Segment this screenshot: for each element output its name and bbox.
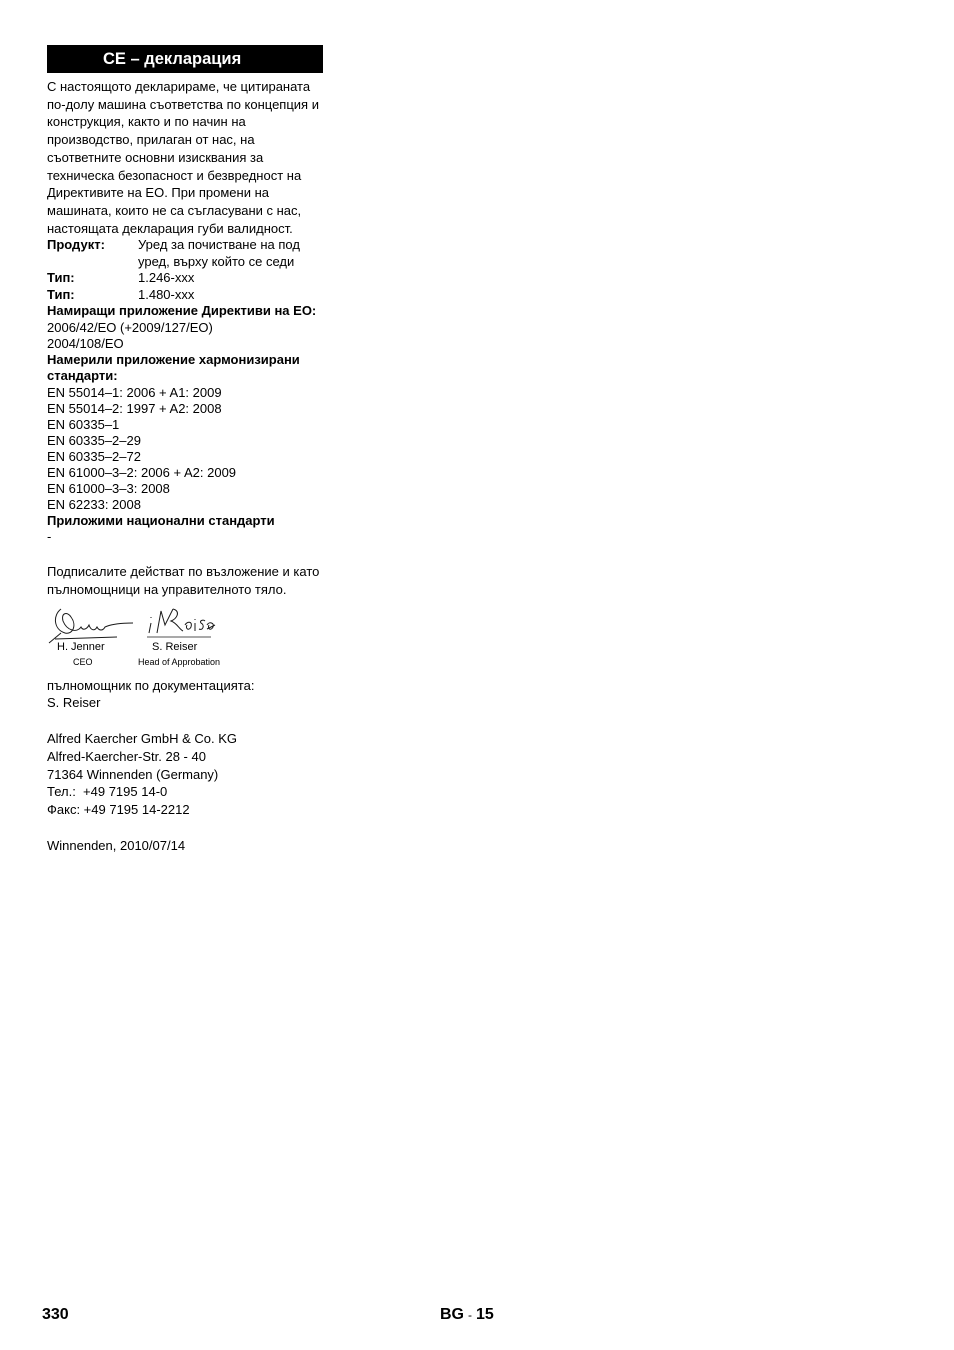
type-row [47, 270, 323, 287]
local-page-number: 15 [476, 1306, 494, 1323]
type-row [47, 287, 323, 304]
product-value: Уред за почистване на под уред, върху който се седи [138, 237, 300, 269]
authorized-label: пълномощник по документацията: [47, 677, 255, 693]
standard-item: EN 60335–1 [47, 416, 120, 432]
declaration-column [47, 45, 323, 854]
national-standards-value: - [47, 529, 52, 545]
intro-text: С настоящото декларираме, че цитираната по-долу машина съответства по концепция и конструкция, както и по начин на производство, прилаган от нас, на съответните основни изисквания за техническа безопасност и безвредност на Директивите на ЕО. При промени на машината, които не са съгласувани с нас, настоящата декларация губи валидност. [47, 79, 319, 236]
directives-heading: Намиращи приложение Директиви на ЕО: [47, 303, 317, 319]
standard-item: EN 62233: 2008 [47, 496, 141, 512]
authorized-name: S. Reiser [47, 695, 101, 711]
product-row [47, 237, 323, 270]
signatories-text: Подписалите действат по възложение и като пълномощници на управителното тяло. [47, 564, 320, 598]
place-date: Winnenden, 2010/07/14 [47, 837, 186, 853]
address-line: Тел.: +49 7195 14-0 [47, 784, 168, 800]
product-label: Продукт: [47, 237, 105, 253]
signatory-role: CEO [73, 656, 93, 667]
type-value: 1.480-xxx [138, 286, 195, 302]
page-number: 330 [42, 1306, 69, 1323]
national-standards-heading: Приложими национални стандарти [47, 512, 275, 528]
type-label: Тип: [47, 270, 75, 286]
page-language-marker [440, 1306, 494, 1324]
signatory-role: Head of Approbation [138, 656, 221, 667]
signatory-name: H. Jenner [57, 640, 105, 653]
standard-item: EN 60335–2–72 [47, 448, 141, 464]
directive-item: 2006/42/EO (+2009/127/EO) [47, 319, 213, 335]
signatory-name: S. Reiser [152, 640, 198, 653]
standard-item: EN 61000–3–3: 2008 [47, 480, 170, 496]
address-line: Alfred-Kaercher-Str. 28 - 40 [47, 748, 206, 764]
signature-jenner-icon [47, 605, 137, 645]
standards-heading: Намерили приложение хармонизирани стандарти: [47, 351, 300, 384]
page-title: CE – декларация [47, 45, 323, 73]
standard-item: EN 55014–2: 1997 + A2: 2008 [47, 400, 222, 416]
page-separator: - [468, 1308, 472, 1322]
signatures-block [47, 605, 323, 677]
standard-item: EN 55014–1: 2006 + A1: 2009 [47, 384, 222, 400]
standard-item: EN 60335–2–29 [47, 432, 141, 448]
standard-item: EN 61000–3–2: 2006 + A2: 2009 [47, 464, 237, 480]
address-line: 71364 Winnenden (Germany) [47, 766, 219, 782]
signature-reiser-icon [147, 605, 217, 639]
address-line: Факс: +49 7195 14-2212 [47, 801, 190, 817]
address-line: Alfred Kaercher GmbH & Co. KG [47, 731, 238, 747]
type-label: Тип: [47, 286, 75, 302]
directive-item: 2004/108/EO [47, 335, 124, 351]
type-value: 1.246-xxx [138, 270, 195, 286]
language-code: BG [440, 1306, 464, 1323]
